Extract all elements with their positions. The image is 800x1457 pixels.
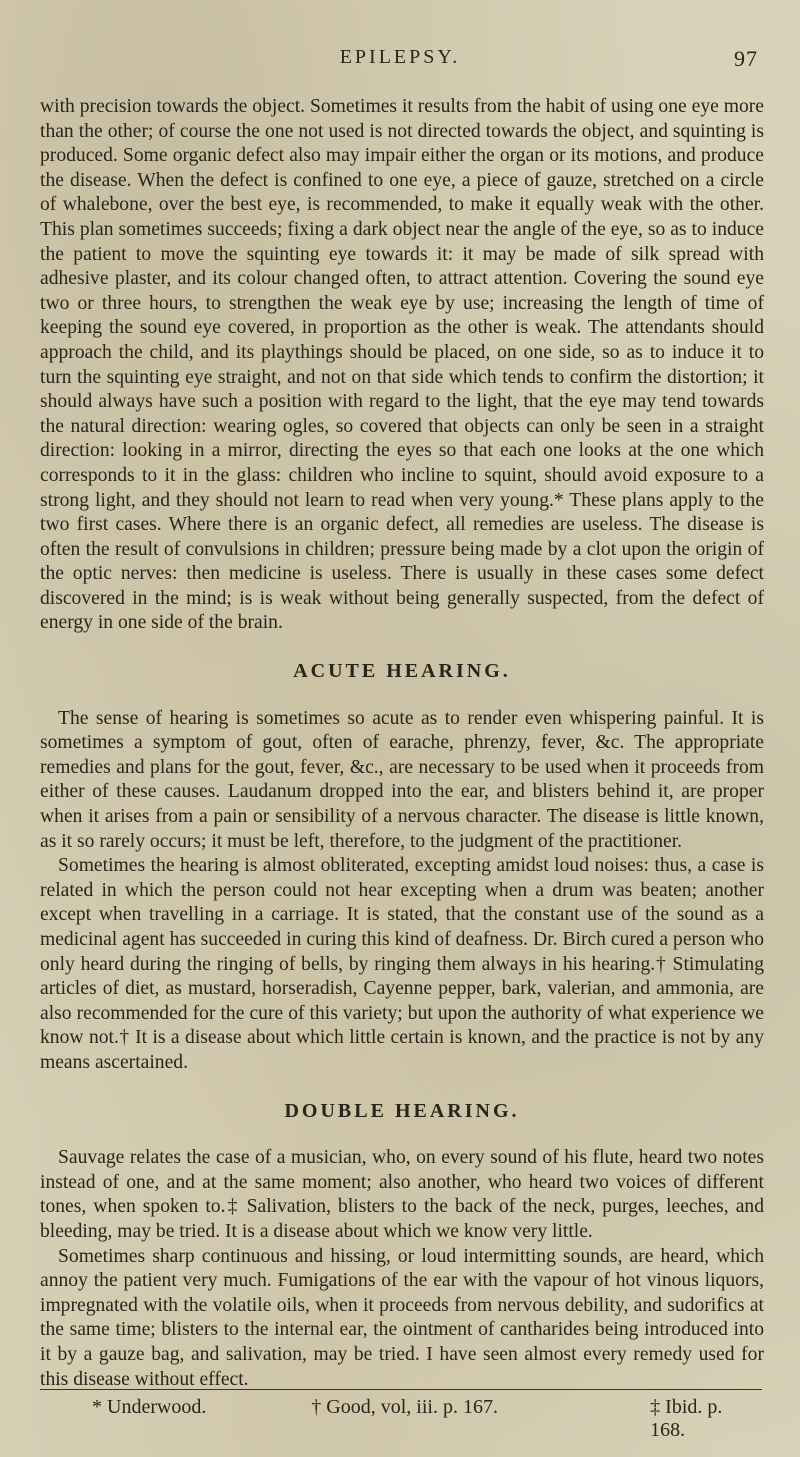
section-heading-acute-hearing: ACUTE HEARING. <box>293 660 511 683</box>
page-number: 97 <box>734 46 758 71</box>
footnote-2: † Good, vol, iii. p. 167. <box>311 1396 498 1418</box>
footnotes <box>40 1396 762 1442</box>
acute-hearing-paragraph-1: The sense of hearing is sometimes so acute as to render even whispering painful. It is sometimes a symptom of gout, often of earache, phrenzy, fever, &c. The appropriate remedies and plans for the gout, fever, &c., are necessary to be used when it proceeds from either of these causes. Laudanum dropped into the ear, and blisters behind it, are proper when it arises from a pain or sensibility of a nervous character. The disease is little known, as it so rarely occurs; it must be left, therefore, to the judgment of the practitioner. <box>40 707 764 852</box>
running-head-title: EPILEPSY. <box>339 46 461 68</box>
acute-hearing-paragraph-2: Sometimes the hearing is almost obliterated, excepting amidst loud noises: thus, a case is related in which the person could not hear excepting when a drum was beaten; another except when travelling in a carriage. It is stated, that the constant use of the sound as a medicinal agent has succeeded in curing this kind of deafness. Dr. Birch cured a person who only heard during the ringing of bells, by ringing them always in his hearing.† Stimulating articles of diet, as mustard, horseradish, Cayenne pepper, bark, valerian, and ammonia, are also recommended for the cure of this variety; but upon the authority of what experience we know not.† It is a disease about which little certain is known, and the practice is not by any means ascertained. <box>40 855 764 1073</box>
epilepsy-paragraph: with precision towards the object. Sometimes it results from the habit of using one eye more than the other; of course the one not used is not directed towards the object, and squinting is produced. Some organic defect also may impair either the organ or its motions, and produce the disease. When the defect is confined to one eye, a piece of gauze, stretched on a circle of whalebone, over the best eye, is recommended, to make it equally weak with the other. This plan sometimes succeeds; fixing a dark object near the angle of the eye, so as to induce the patient to move the squinting eye towards it: it may be made of silk spread with adhesive plaster, and its colour changed often, to attract attention. Covering the sound eye two or three hours, to strengthen the weak eye by use; increasing the length of time of keeping the sound eye covered, in proportion as the other is weak. The attendants should approach the child, and its playthings should be placed, on one side, so as to induce it to turn the squinting eye straight, and not on that side which tends to confirm the distortion; it should always have such a position with regard to the light, that the eye may tend towards the natural direction: wearing ogles, so covered that objects can only be seen in a straight direction: looking in a mirror, directing the eyes so that each one looks at the one which corresponds to it in the glass: children who incline to squint, should avoid exposure to a strong light, and they should not learn to read when very young.* These plans apply to the two first cases. Where there is an organic defect, all remedies are useless. The disease is often the result of convulsions in children; pressure being made by a clot upon the origin of the optic nerves: then medicine is useless. There is usually in these cases some defect discovered in the mind; is is weak without being generally suspected, from the defect of energy in one side of the brain. <box>40 96 764 634</box>
double-hearing-paragraph-2: Sometimes sharp continuous and hissing, or loud intermitting sounds, are heard, which annoy the patient very much. Fumigations of the ear with the vapour of hot vinous liquors, impregnated with the volatile oils, when it proceeds from nervous debility, and sudorifics at the same time; blisters to the internal ear, the ointment of cantharides being introduced into it by a gauze bag, and salivation, may be tried. I have seen almost every remedy used for this disease without effect. <box>40 1245 764 1390</box>
body-text <box>40 95 764 1392</box>
section-heading-double-hearing: DOUBLE HEARING. <box>284 1099 520 1122</box>
footnote-1: * Underwood. <box>92 1396 207 1418</box>
footnote-3: ‡ Ibid. p. 168. <box>650 1396 723 1441</box>
footnote-divider <box>40 1389 762 1390</box>
double-hearing-paragraph-1: Sauvage relates the case of a musician, who, on every sound of his flute, heard two notes instead of one, and at the same moment; also another, who heard two voices of different tones, when spoken to.‡ Salivation, blisters to the back of the neck, purges, leeches, and bleeding, may be tried. It is a disease about which we know very little. <box>40 1147 764 1242</box>
running-head <box>0 0 800 70</box>
